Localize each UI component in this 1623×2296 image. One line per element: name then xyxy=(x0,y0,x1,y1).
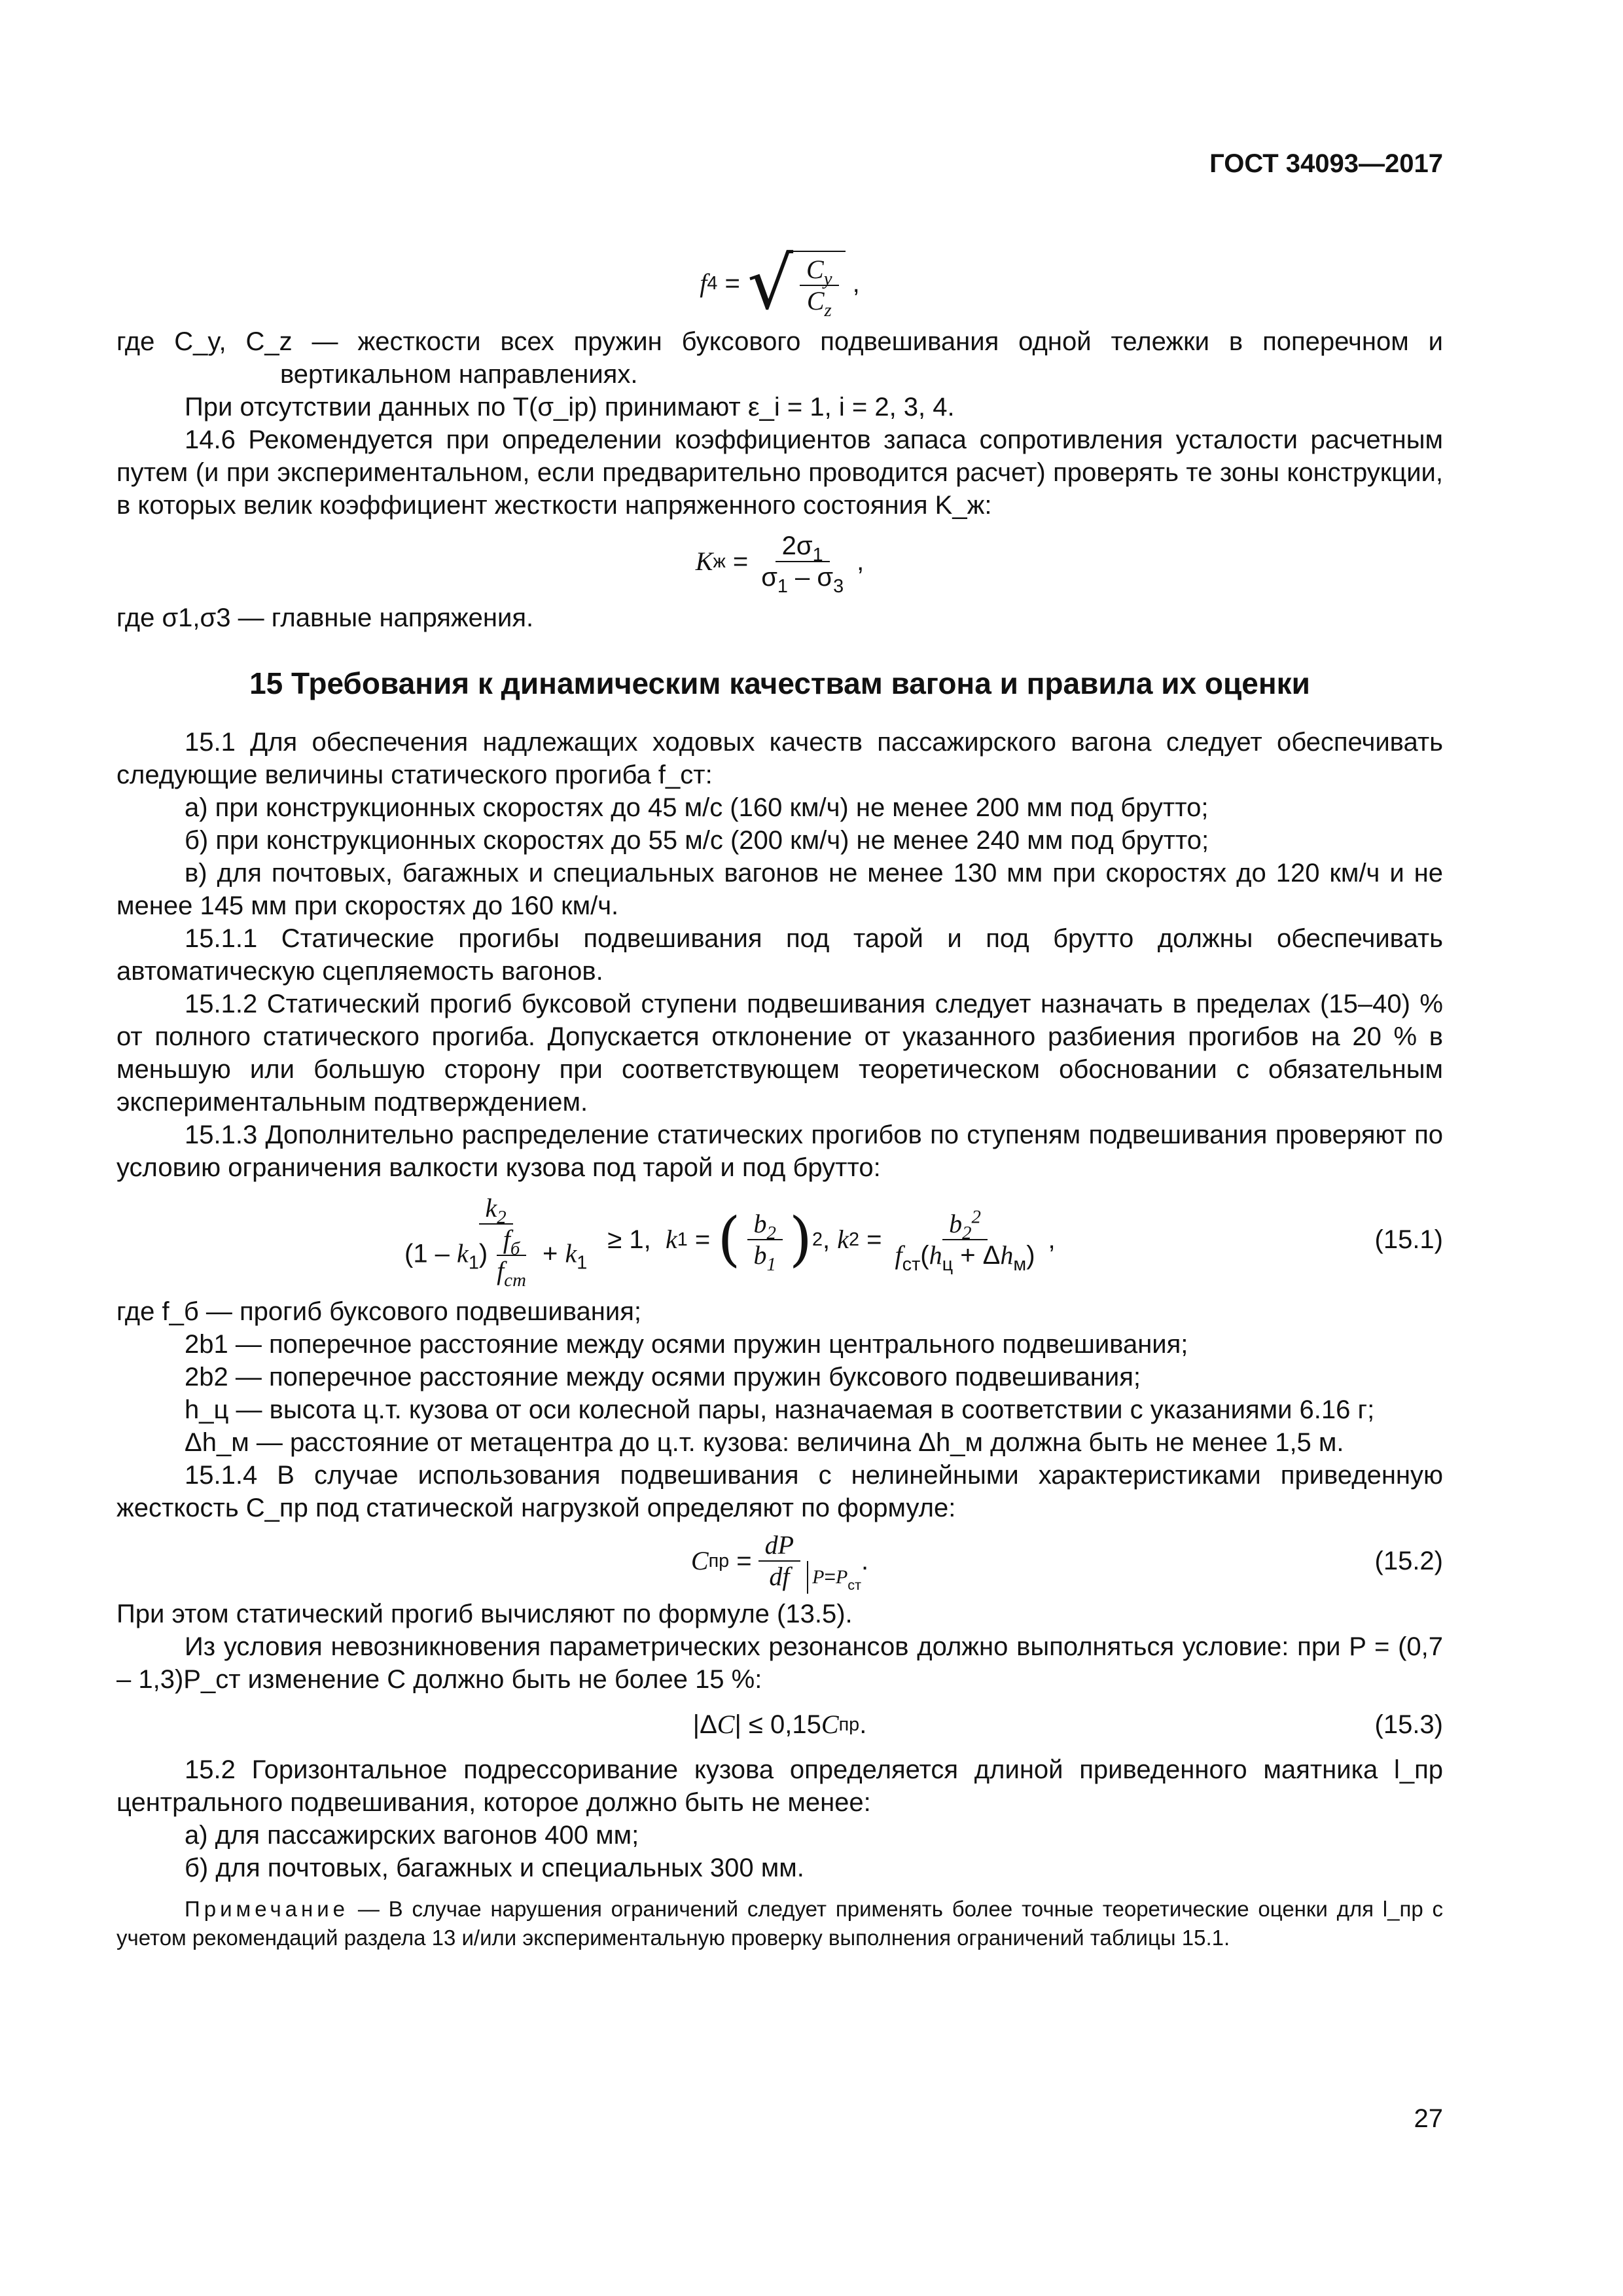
formula-15-2: C пр = $\frac{dP}{df}$ $P=P_{ст}$ . (15.2) xyxy=(690,1530,1443,1593)
definition-2b2: 2b2 — поперечное расстояние между осями пружин буксового подвешивания; xyxy=(185,1363,1141,1391)
paragraph-13-5: При этом статический прогиб вычисляют по формуле (13.5). xyxy=(116,1600,853,1628)
page-number: 27 xyxy=(1414,2104,1443,2133)
paragraph-15-1-1: 15.1.1 Статические прогибы подвешивания под тарой и под брутто должны обеспечивать автоматическую сцепляемость вагонов. xyxy=(116,924,1443,986)
formula-15-3: |Δ C | ≤ 0,15 C пр . (15.3) xyxy=(116,1700,1443,1749)
list-item-b: б) при конструкционных скоростях до 55 м/с (200 км/ч) не менее 240 мм под брутто; xyxy=(185,826,1209,855)
list-item-v: в) для почтовых, багажных и специальных вагонов не менее 130 мм при скоростях до 120 км/ч и не менее 145 мм при скоростях до 160 км/ч. xyxy=(116,859,1443,920)
paragraph-14-6: 14.6 Рекомендуется при определении коэффициентов запаса сопротивления усталости расчетным путем (и при экспериментальном, если предварительно проводится расчет) проверять те зоны конструкции, в которых велик коэффициент жесткости напряженного состояния K_ж: xyxy=(116,425,1443,520)
formula-kzh: K ж = $\frac{2\sigma_1}{\sigma_1 - \sigma_3}$ , xyxy=(695,531,865,597)
paragraph-absent-data: При отсутствии данных по T(σ_ip) принимают ε_i = 1, i = 2, 3, 4. xyxy=(185,393,955,422)
note xyxy=(116,1895,1443,1952)
definition-dhm: Δh_м — расстояние от метацентра до ц.т. кузова: величина Δh_м должна быть не менее 1,5 м. xyxy=(185,1428,1344,1457)
definition-2b1: 2b1 — поперечное расстояние между осями пружин центрального подвешивания; xyxy=(185,1330,1188,1359)
equation-number-15-3: (15.3) xyxy=(1374,1710,1443,1739)
list-item-a: а) при конструкционных скоростях до 45 м/с (160 км/ч) не менее 200 мм под брутто; xyxy=(185,793,1209,822)
formula-15-1: $k_2$ $(1 - k_1)$ $\frac{f_б}{f_{ст}}$ + $k_1$ ≥ 1, k 1 = ( $\frac{b_2}{b_1}$ ) 2 , k 2 = $\frac{b_2^2}{f_{ст}(h_ц + \Delta h_м)}$ , (15.1) xyxy=(404,1193,1443,1291)
paragraph-15-1-4: 15.1.4 В случае использования подвешивания с нелинейными характеристиками приведенную жесткость C_пр под статической нагрузкой определяют по формуле: xyxy=(116,1461,1443,1522)
paragraph-cycz: где C_y, C_z — жесткости всех пружин буксового подвешивания одной тележки в поперечном и вертикальном направлениях. xyxy=(116,327,1443,389)
document-header: ГОСТ 34093—2017 xyxy=(1209,149,1443,178)
list-item-2b: б) для почтовых, багажных и специальных 300 мм. xyxy=(185,1854,804,1882)
list-item-2a: а) для пассажирских вагонов 400 мм; xyxy=(185,1821,639,1850)
paragraph-sigma: где σ1,σ3 — главные напряжения. xyxy=(116,603,534,632)
equation-number-15-1: (15.1) xyxy=(1374,1225,1443,1254)
paragraph-15-1: 15.1 Для обеспечения надлежащих ходовых качеств пассажирского вагона следует обеспечивать следующие величины статического прогиба f_ст: xyxy=(116,728,1443,789)
equation-number-15-2: (15.2) xyxy=(1374,1547,1443,1575)
paragraph-15-1-2: 15.1.2 Статический прогиб буксовой ступени подвешивания следует назначать в пределах (15–40) % от полного статического прогиба. Допускается отклонение от указанного разбиения прогибов на 20 % в меньшую или большую сторону при соответствующем теоретическом обосновании с обязательным экспериментальным подтверждением. xyxy=(116,990,1443,1117)
definition-hc: h_ц — высота ц.т. кузова от оси колесной пары, назначаемая в соответствии с указаниями 6.16 г; xyxy=(185,1395,1375,1424)
definition-fb: где f_б — прогиб буксового подвешивания; xyxy=(116,1297,641,1326)
paragraph-15-1-3: 15.1.3 Дополнительно распределение статических прогибов по ступеням подвешивания проверяют по условию ограничения валкости кузова под тарой и под брутто: xyxy=(116,1121,1443,1182)
paragraph-15-2: 15.2 Горизонтальное подрессоривание кузова определяется длиной приведенного маятника l_пр центрального подвешивания, которое должно быть не менее: xyxy=(116,1755,1443,1817)
note-text: — В случае нарушения ограничений следует применять более точные теоретические оценки для l_пр с учетом рекомендаций раздела 13 и/или экспериментальную проверку выполнения ограничений таблицы 15.1. xyxy=(116,1897,1444,1950)
note-label: Примечание xyxy=(185,1897,349,1921)
section-title: 15 Требования к динамическим качествам вагона и правила их оценки xyxy=(249,666,1310,700)
formula-f4: f 4 = √ $\frac{C_y}{C_z}$ , xyxy=(700,242,860,325)
paragraph-resonance: Из условия невозникновения параметрических резонансов должно выполняться условие: при P = (0,7 – 1,3)P_ст изменение C должно быть не более 15 %: xyxy=(116,1632,1443,1694)
